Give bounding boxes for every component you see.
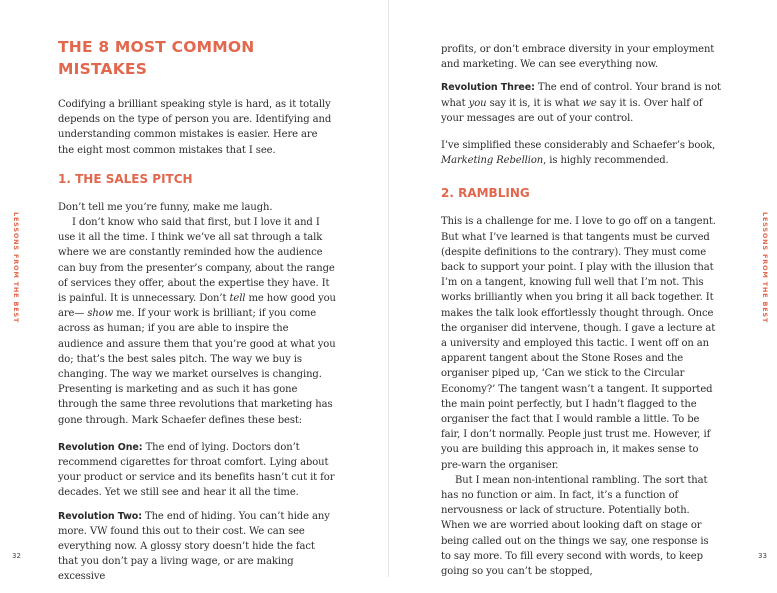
- left-page-content: [58, 36, 336, 593]
- revolution-two: Revolution Two: The end of hiding. You can’t hide any more. VW found this out to their cost. We can see everything now. A glossy story doesn’t hide the fact that you don’t pay a living wage, or are making excessive: [58, 510, 330, 583]
- quote-line: Don’t tell me you’re funny, make me laugh.: [58, 201, 273, 213]
- left-page: [0, 0, 388, 583]
- revolution-one-label: Revolution One:: [58, 441, 143, 453]
- left-side-label: LESSONS FROM THE BEST: [12, 212, 20, 324]
- simplified-paragraph: I’ve simplified these considerably and Schaefer’s book, Marketing Rebellion, is highly recommended.: [441, 140, 716, 167]
- chapter-title: THE 8 MOST COMMON MISTAKES: [58, 38, 255, 78]
- revolution-one: Revolution One: The end of lying. Doctors don’t recommend cigarettes for throat comfort. Lying about your product or service and its benefits hasn’t cut it for decades. Yet we still see and hear it all the time.: [58, 441, 335, 499]
- section-heading-sales-pitch: 1. THE SALES PITCH: [58, 171, 193, 186]
- intro-paragraph: Codifying a brilliant speaking style is hard, as it totally depends on the type of person you are. Identifying and understanding common mistakes is easier. Here are the eight most common mistakes that I see.: [58, 99, 332, 156]
- section-heading-rambling: 2. RAMBLING: [441, 186, 530, 201]
- left-page-number: 32: [12, 552, 21, 560]
- right-side-label: LESSONS FROM THE BEST: [761, 212, 769, 324]
- right-page-number: 33: [758, 552, 767, 560]
- rambling-paragraph-1: This is a challenge for me. I love to go off on a tangent. But what I’ve learned is that tangents must be curved (despite definitions to the contrary). They must come back to support your point. I play with the illusion that I’m on a tangent, knowing full well that I’m not. This works brilliantly when you bring it all back together. It makes the talk look effortlessly thought through. Once the organiser did intervene, though. I gave a lecture at a university and employed this tactic. I went off on an apparent tangent about the Stone Roses and the organiser piped up, ‘Can we stick to the Circular Economy?’ The tangent wasn’t a tangent. It supported the main point perfectly, but I hadn’t flagged to the organiser the fact that I would ramble a little. To be fair, I don’t normally. People just trust me. However, if you are building this approach in, it makes sense to pre-warn the organiser.: [441, 216, 716, 471]
- right-page-content: [441, 42, 721, 579]
- sales-pitch-paragraph: I don’t know who said that first, but I love it and I use it all the time. I think we’ve all sat through a talk where we are constantly reminded how the audience can buy from the presenter’s company, about the range of services they offer, about the expertise they have. It is painful. It is unnecessary. Don’t tell me how good you are— show me. If your work is brilliant; if you come across as human; if you are able to inspire the audience and assure them that you’re good at what you do; that’s the best sales pitch. The way we buy is changing. The way we market ourselves is changing. Presenting is marketing and as such it has gone through the same three revolutions that marketing has gone through. Mark Schaefer defines these best:: [58, 217, 336, 426]
- revolution-three: Revolution Three: The end of control. Your brand is not what you say it is, it is what we say it is. Over half of your messages are out of your control.: [441, 82, 721, 124]
- right-page: [389, 0, 777, 577]
- continued-paragraph: profits, or don’t embrace diversity in your employment and marketing. We can see everything now.: [441, 44, 715, 71]
- revolution-three-label: Revolution Three:: [441, 82, 535, 94]
- rambling-paragraph-2: But I mean non-intentional rambling. The sort that has no function or aim. In fact, it’s a function of nervousness or lack of structure. Potentially both. When we are worried about looking daft on stage or being called out on the things we say, one response is to say more. To fill every second with words, to keep going so you can’t be stopped,: [441, 474, 709, 578]
- revolution-two-label: Revolution Two:: [58, 510, 142, 522]
